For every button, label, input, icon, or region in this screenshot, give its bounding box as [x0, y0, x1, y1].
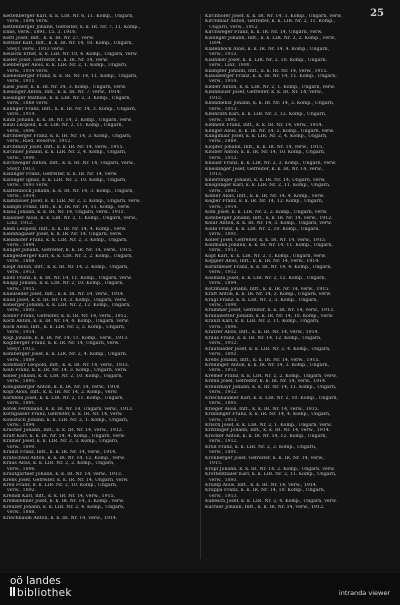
register-entry-line: Kornfehl Josef, k. k. LIR. Nr. 2, 11. Komp., Ungarn, — [3, 395, 125, 401]
register-entry-line: Klotz Franz, k. k. IR. Nr. 14, 11. Komp., Ungarn, verw. — [3, 275, 133, 281]
register-entry-line: Kirchweger Anton, Inft., k. k. IR. Nr. 14, Ungarn, verw., — [3, 161, 136, 167]
register-entry-line: 1913. — [209, 172, 223, 178]
register-entry-line: Kropf Johann, k. k. IR. Nr. 14, 2. Komp., Ungarn, verw. — [205, 466, 335, 472]
register-entry-line: Klingesberger Karl, k. k. LIR. Nr. 2, 2. Komp., Ungarn, — [3, 253, 133, 259]
register-entry-line: Kleindienst Johann, k. k. IR. Nr. 14, 3. Komp., Ungarn, — [205, 101, 335, 107]
register-entry-line: Königsberger Anton, k. k. IR. Nr. 14, verw., 1914. — [3, 384, 121, 390]
register-entry-line: Klampfl Franz, Inft., k. k. IR. Nr. 14, 11. Komp., verw. — [3, 204, 131, 210]
page-number: 25 — [370, 8, 384, 19]
register-entry-line: Krebs Johann, Inft., k. k. IR. Nr. 14, verw., 1915. — [205, 357, 320, 363]
register-entry-line: verw., 1914. — [7, 330, 37, 336]
register-entry-line: Koch Anton, k. k. IR. Nr. 14, 4. Komp., Ungarn, verw. — [3, 319, 130, 325]
register-entry-line: Kindl Johann, k. k. IR. Nr. 14, 2. Komp., Ungarn, verw. — [3, 117, 133, 123]
register-entry-line: Klaus Johann, k. k. IR. Nr. 14, Ungarn, verw., 1911. — [3, 210, 126, 216]
register-entry-line: verw., 1912. — [209, 390, 239, 396]
register-entry-line: verw., 1890. — [7, 155, 37, 161]
register-entry-line: Ungarn, verw., 1912. — [209, 24, 260, 30]
register-entry-line: verw., 1890. — [209, 303, 239, 309]
register-entry-line: Kettl Josef, Inft., k. k. IR. Nr. 27, verw. — [3, 35, 94, 41]
register-entry-line: Klampfer Johann, Inft., k. k. IR. Nr. 14, verw., 1915. — [205, 68, 328, 74]
register-entry-line: Kiesinger Mathias, k. k. LIR. Nr. 2, 3. Komp., Ungarn, — [3, 95, 131, 101]
register-entry-line: Kubesch Josef, k. k. LIR. Nr. 2, 4. Komp., Ungarn, verw. — [205, 499, 337, 505]
register-entry-line: verw., 1893 verw. — [7, 183, 49, 189]
register-entry-line: Kislinger Franz, Gefreiter, k. k. IR. Nr. 14, verw. — [3, 172, 118, 178]
register-entry-line: Kraus Franz, k. k. IR. Nr. 14, 12. Komp., Ungarn, — [205, 335, 322, 341]
register-entry-line: Klafenböck Alois, k. k. IR. Nr. 14, 4. Komp., Ungarn, — [205, 46, 330, 52]
register-entry-line: Knapp Johann, k. k. LIR. Nr. 2, 10. Komp., Ungarn, — [3, 281, 124, 287]
register-entry-line: Klinger Johann, Gefreiter, k. k. IR. Nr. 14, verw., 1915. — [3, 248, 133, 254]
register-entry-line: verw., 1892. — [7, 488, 37, 494]
register-entry-line: Knauer Franz, k. k. LIR. Nr. 2, 3. Komp., Ungarn, verw. — [205, 161, 337, 167]
register-entry-line: verw., 1913. — [209, 52, 239, 58]
register-entry-line: verw., 1895. — [7, 379, 37, 385]
viewer-footer — [0, 573, 400, 605]
register-entry-line: Krump Alois, Inft., k. k. IR. Nr. 14, verw., 1914. — [205, 482, 318, 488]
register-entry-line: Kolar Anton, k. k. IR. Nr. 14, 3. Komp., Ungarn, verw. — [205, 221, 332, 227]
register-entry-line: verw., 1913. — [209, 493, 239, 499]
register-entry-line: Kreilinger Anton, k. k. IR. Nr. 14, 3. Komp., Ungarn, — [205, 363, 330, 368]
register-entry-line: verw., 1913. — [209, 368, 239, 374]
register-entry-line: Kriechbaumer Karl, k. k. LIR. Nr. 2, 10. Komp., Ungarn, — [205, 395, 338, 401]
register-entry-line: verw., 1914. — [7, 112, 37, 118]
register-entry-line: verw., 1895. — [209, 117, 239, 123]
register-entry-line: Kothgasser Franz, Gefreiter, k. k. IR. Nr. 14, verw. — [3, 412, 123, 418]
register-entry-line: verw., 1894. — [7, 243, 37, 249]
register-entry-line: verw., 1913. — [7, 270, 37, 276]
logo-bars-icon — [10, 587, 15, 596]
register-entry-line: Krammer Josef, Gefreiter, k. k. IR. Nr. 14, verw., 1913. — [205, 308, 335, 314]
register-entry-line: Krinninger Franz, k. k. IR. Nr. 14, 4. Komp., Ungarn, — [205, 412, 331, 418]
register-entry-line: Koberger Johann, k. k. LIR. Nr. 2, 12. Komp., Ungarn, — [3, 303, 131, 309]
register-entry-line: Knoglinger Karl, k. k. LIR. Nr. 2, 11. Komp., Ungarn, — [205, 183, 331, 189]
register-entry-line: Kohl Josef, k. k. LIR. Nr. 2, 2. Komp., Ungarn, verw. — [205, 210, 328, 216]
register-entry-line: verw., 1914. — [7, 193, 37, 199]
register-entry-line: Kraft Anton, k. k. IR. Nr. 14, 2. Komp., Ungarn, verw. — [205, 292, 332, 298]
register-entry-line: Kohlberger Josef, k. k. LIR. Nr. 2, 4. Komp., Ungarn, — [3, 352, 128, 358]
register-entry-line: verw., 1893. — [209, 477, 239, 483]
register-entry-line: Kracher Johann, Inft., k. k. IR. Nr. 14, verw., 1912. — [3, 428, 124, 434]
register-entry-line: Klement Franz, Inft., k. k. IR. Nr. 14, verw., 1914. — [205, 123, 324, 129]
register-entry-line: Kinzl Leopold, k. k. LIR. Nr. 2, 11. Komp., Ungarn, — [3, 123, 124, 129]
register-entry-line: Enns, verw., 1891, 15. 3. 1916. — [3, 30, 77, 36]
register-entry-line: Kramer Josef, k. k. LIR. Nr. 2, 3. Komp., Ungarn, — [3, 439, 119, 445]
register-entry-line: Kragl Franz, k. k. LIR. Nr. 2, 3. Komp., Ungarn, — [205, 297, 318, 303]
register-entry-line: Kohlberger Johann, Inft., k. k. IR. Nr. 14, verw., 1912. — [205, 215, 333, 221]
register-entry-line: verw., 1912. — [209, 341, 239, 347]
register-entry-line: verw., 1913. — [209, 106, 239, 112]
register-entry-line: Knauseder Josef, Inft., k. k. IR. Nr. 14, verw., 1914. — [3, 292, 125, 298]
register-entry-line: verw., 1892. — [209, 352, 239, 358]
register-entry-line: Krieger Alois, Inft., k. k. IR. Nr. 14, verw., 1915. — [205, 406, 320, 412]
right-column — [204, 14, 396, 566]
register-entry-line: Kraus Alois, k. k. LIR. Nr. 2, 2. Komp., Ungarn, — [3, 461, 115, 467]
register-entry-line: Kettenberger Karl, k. k. LIR. Nr. 6, 11. Komp., Ungarn, — [3, 14, 134, 19]
register-entry-line: verw., 1888 verw. — [7, 101, 49, 107]
register-entry-line: Kirchner Johann, k. k. LIR. Nr. 2, 4. Komp., Ungarn, — [3, 150, 127, 156]
register-entry-line: verw., 1896. — [7, 128, 37, 134]
register-entry-line: Klinglmair Josef, k. k. LIR. Nr. 2, 4. Komp., Ungarn, — [205, 133, 328, 139]
register-entry-line: verw., 1891. — [7, 401, 37, 407]
register-entry-line: Kranzl Karl, k. k. LIR. Nr. 2, 11. Komp., Ungarn, — [205, 319, 320, 325]
register-entry-line: Koppler Alois, Inft., k. k. IR. Nr. 14, verw., 1914. — [205, 259, 320, 265]
register-entry-line: Kritzinger Johann, Inft., k. k. IR. Nr. 14, verw., 1914. — [205, 428, 331, 434]
register-entry-line: Krottenthaler Karl, k. k. LIR. Nr. 2, 11. Komp., Ungarn, — [205, 472, 337, 478]
register-entry-line: Klein Leopold, Inft., k. k. IR. Nr. 14, 4. Komp., verw. — [3, 226, 127, 232]
register-entry-line: verw., 1893. — [7, 308, 37, 314]
register-entry-line: verw., 1889. — [7, 357, 37, 363]
register-entry-line: Kremer Franz, k. k. LIR. Nr. 2, 2. Komp., Ungarn, verw. — [205, 373, 337, 379]
register-entry-line: 1912. — [209, 95, 223, 101]
register-entry-line: Kettner Karl, Inft., k. k. IR. Nr. 14, 10. Komp., Ungarn, — [3, 41, 133, 47]
register-entry-line: verw., Ried, Reserve, 1912. — [7, 139, 72, 145]
register-entry-line: Kölbl Franz, k. k. LIR. Nr. 2, 10. Komp., Ungarn, — [205, 226, 321, 232]
register-entry-line: Keuschl Ernst, k. k. LIR. Nr. 10, 4. Komp., Ungarn, verw. — [3, 52, 138, 58]
register-entry-line: verw., 1888. — [7, 510, 37, 516]
register-entry-line: Klinger Alois, k. k. IR. Nr. 14, 2. Komp., Ungarn, verw. — [205, 128, 335, 134]
register-entry-line: verw., 1891. — [209, 232, 239, 238]
register-entry-line: Kobler Franz, Gefreiter, k. k. IR. Nr. 14, verw., 1912. — [3, 313, 129, 319]
register-entry-line: Köck Alois, Inft., k. k. LIR. Nr. 2, 2. Komp., Ungarn, — [3, 324, 126, 330]
library-logo[interactable] — [10, 575, 72, 599]
register-entry-line: Steyr, 1912. — [7, 346, 36, 352]
register-entry-line: verw., 1891. — [209, 450, 239, 456]
register-entry-line: Kettenberger Johann, Gefreiter, k. k. IR. Nr. 7, 11. Komp., — [3, 24, 141, 30]
register-entry-line: Köpf Karl, k. k. LIR. Nr. 2, 1. Komp., Ungarn, verw. — [205, 253, 327, 259]
register-entry-line: Krisch Josef, k. k. LIR. Nr. 2, 1. Komp., Ungarn, verw. — [205, 422, 332, 428]
register-entry-line: verw., Linz, 1890. — [209, 63, 252, 69]
register-entry-line: Köglberger Franz, k. k. IR. Nr. 14, Ungarn, verw., — [3, 341, 121, 347]
register-entry-line: Kuchler Johann, Inft., k. k. IR. Nr. 14, verw., 1912. — [205, 504, 325, 510]
register-entry-line: Kolb Franz, k. k. IR. Nr. 14, 3. Komp., Ungarn, verw. — [3, 368, 128, 374]
library-logo-text-top: oö landes — [10, 575, 61, 587]
register-entry-line: Kirchmair Anton, Gefreiter, k. k. LIR. Nr. 2, 11. Komp., — [205, 19, 336, 25]
register-entry-line: verw., 1912. — [209, 439, 239, 445]
register-entry-line: Kronberger Josef, Gefreiter, k. k. IR. Nr. 14, verw., — [205, 455, 325, 461]
register-entry-line: Kohlmayr Leopold, Inft., k. k. IR. Nr. 14, verw., 1915. — [3, 363, 130, 368]
register-entry-line: Klausberger Franz, k. k. IR. Nr. 14, 11. Komp., Ungarn, — [205, 73, 337, 79]
register-entry-line: Kleinrath Karl, k. k. LIR. Nr. 2, 12. Komp., Ungarn, — [205, 112, 327, 118]
register-entry-line: Knoll Josef, k. k. IR. Nr. 14, 3. Komp., Ungarn, verw. — [3, 297, 127, 303]
register-entry-line: verw., 1888. — [7, 259, 37, 265]
register-entry-line: Krautsieder Josef, k. k. LIR. Nr. 2, 4. Komp., Ungarn, — [205, 346, 331, 352]
register-entry-line: verw., 1914. — [209, 204, 239, 210]
register-entry-line: verw., 1889. — [209, 139, 239, 145]
register-entry-line: Klopfer Johann, Inft., k. k. IR. Nr. 14, verw., 1915. — [205, 144, 324, 150]
register-entry-line: verw., 1914 verw. — [7, 68, 49, 74]
register-entry-line: Krenn Josef, Gefreiter, k. k. IR. Nr. 14, verw., 1914. — [205, 379, 327, 385]
register-entry-line: 1915. — [209, 461, 223, 467]
register-entry-line: verw., 1896. — [209, 324, 239, 330]
register-entry-line: Koller Josef, Gefreiter, k. k. IR. Nr. 14, verw., 1915. — [205, 237, 327, 243]
register-entry-line: Kotzmann Johann, Inft., k. k. IR. Nr. 14, verw., 1915. — [205, 286, 330, 292]
register-entry-line: Kleber Anton, k. k. LIR. Nr. 2, 1. Komp., Ungarn, verw. — [205, 84, 336, 90]
register-entry-line: Steyr, verw., 1913 verw. — [7, 46, 64, 52]
register-entry-line: Kneidinger Josef, Gefreiter, k. k. IR. Nr. 14, verw., — [205, 166, 324, 172]
register-entry-line: Kröll Franz, k. k. LIR. Nr. 2, 3. Komp., Ungarn, — [205, 444, 317, 450]
register-entry-line: Krocker Anton, k. k. IR. Nr. 14, 12. Komp., Ungarn, — [205, 433, 328, 439]
register-entry-line: Klaffenböck Johann, k. k. IR. Nr. 14, 3. Komp., Ungarn, — [3, 188, 134, 194]
register-entry-line: verw., 1915. — [7, 286, 37, 292]
column-divider — [200, 14, 201, 559]
register-entry-line: verw., 1893. — [209, 188, 239, 194]
register-entry-line: Kosmata Josef, k. k. LIR. Nr. 2, 12. Komp., Ungarn, — [205, 275, 327, 281]
register-entry-line: Kirchberger Franz, k. k. IR. Nr. 14, 3. Komp., Ungarn, — [3, 133, 132, 139]
register-entry-line: Kratochwil Anton, k. k. IR. Nr. 14, 12. Komp., verw. — [3, 455, 126, 461]
register-entry-line: verw., 1913. — [209, 248, 239, 254]
register-entry-line: Kriechbaum Anton, k. k. IR. Nr. 14, verw., 1914. — [3, 515, 118, 521]
register-entry-line: verw., 1912. — [209, 270, 239, 276]
register-entry-line: Kowatsch Johann, k. k. LIR. Nr. 2, 1. Komp., Ungarn, — [3, 417, 129, 423]
register-entry-line: verw., 1913. — [209, 417, 239, 423]
register-entry-line: Kruppa Franz, k. k. IR. Nr. 14, 10. Komp., Ungarn, — [205, 488, 326, 494]
register-entry-line: Kienberger Alois, k. k. LIR. Nr. 2, 1. Komp., Ungarn, — [3, 63, 128, 69]
register-entry-line: Steyr, 1913. — [7, 166, 36, 172]
register-entry-line: 1894. — [209, 41, 223, 47]
register-entry-line: Kogler Franz, k. k. IR. Nr. 14, 12. Komp., Ungarn, — [205, 199, 324, 205]
register-entry-line: Kiesl Josef, k. k. IR. Nr. 34, 3. Komp., Ungarn, verw. — [3, 84, 127, 90]
register-entry-line: Kotek Ferdinand, k. k. IR. Nr. 14, Ungarn, verw., 1913. — [3, 406, 134, 412]
register-entry-line: Klambauer Josef, k. k. LIR. Nr. 2, 2. Komp., Ungarn, verw. — [3, 199, 141, 205]
register-entry-line: verw., 1912. — [209, 155, 239, 161]
register-entry-line: Kobler Alois, Inft., k. k. IR. Nr. 14, 4. Komp., verw. — [205, 193, 325, 199]
register-entry-line: Kranzl Franz, Inft., k. k. IR. Nr. 14, verw., 1914. — [3, 450, 117, 456]
register-entry-line: Kreuzer Johann, k. k. LIR. Nr. 2, 4. Komp., Ungarn, — [3, 504, 125, 510]
library-logo-text-bottom: bibliothek — [17, 587, 72, 599]
register-entry-line: verw., 1894. — [7, 422, 37, 428]
register-entry-line: Kleinhofer Franz, k. k. LIR. Nr. 2, 3. Komp., Ungarn, — [3, 237, 128, 243]
register-entry-line: Krautgartner Johann, k. k. IR. Nr. 14, verw., 1913. — [3, 472, 123, 478]
register-entry-line: Kirchhofer Josef, k. k. IR. Nr. 14, 3. Komp., Ungarn, verw. — [205, 14, 343, 19]
register-entry-line: Klopf Anton, Inft., k. k. IR. Nr. 14, 2. Komp., Ungarn, — [3, 264, 129, 270]
left-column — [2, 14, 194, 566]
register-entry-line: Killinger Franz, Inft., k. k. IR. Nr. 14, 3. Komp., Ungarn, — [3, 106, 137, 112]
register-entry-line: verw., 1914. — [209, 79, 239, 85]
register-entry-line: Kraft Karl, k. k. IR. Nr. 14, 4. Komp., Ungarn, verw. — [3, 433, 126, 439]
register-entry-line: Kreindl Karl, Inft., k. k. IR. Nr. 14, verw., 1915. — [3, 493, 116, 499]
register-entry-line: Klausner Alois, k. k. LIR. Nr. 2, 1. Komp., Ungarn, verw., — [3, 215, 138, 221]
register-entry-line: verw., 1895. — [209, 401, 239, 407]
register-entry-line: Kremslehner Josef, k. k. IR. Nr. 14, 3. Komp., verw. — [3, 499, 125, 505]
register-entry-line: Kreil Franz, k. k. LIR. Nr. 2, 10. Komp., Ungarn, — [3, 482, 118, 488]
register-entry-line: verw., 1890. — [7, 444, 37, 450]
register-entry-line: Kreuzmayr Johann, k. k. IR. Nr. 14, 11. Komp., Ungarn, — [205, 384, 337, 390]
register-entry-line: Kleinbauer Josef, Gefreiter, k. k. IR. Nr. 14, verw., — [205, 90, 324, 96]
register-entry-line: Koller Johann, k. k. LIR. Nr. 2, 10. Komp., Ungarn, — [3, 373, 123, 379]
register-entry-line: Kirchmayr Josef, Inft., k. k. IR. Nr. 14, verw., 1915. — [3, 144, 124, 150]
register-entry-line: Kloiber Anton, k. k. IR. Nr. 14, 10. Komp., Ungarn, — [205, 150, 326, 156]
register-entry-line: Kirchweger Franz, k. k. IR. Nr. 14, Ungarn, verw. — [205, 30, 323, 36]
register-entry-line: Kislinger Ignaz, k. k. LIR. Nr. 2, 10. Komp., Ungarn, — [3, 177, 127, 183]
register-entry-line: Kleinhagauer Josef, k. k. IR. Nr. 14, Ungarn, verw. — [3, 232, 123, 238]
register-entry-line: Kratzer Alois, Inft., k. k. IR. Nr. 14, verw., 1914. — [205, 330, 320, 336]
register-entry-line: Kögl Johann, k. k. IR. Nr. 14, 11. Komp., verw., 1913. — [3, 335, 129, 341]
register-entry-line: Kranawetter Johann, k. k. IR. Nr. 14, 10. Komp., verw. — [205, 313, 334, 319]
register-entry-line: verw., 1894. — [209, 281, 239, 287]
register-entry-line: Kienesberger Franz, k. k. IR. Nr. 14, 11. Komp., Ungarn, — [3, 73, 138, 79]
register-entry-line: Krebs Josef, Gefreiter, k. k. IR. Nr. 14, Ungarn, verw. — [3, 477, 129, 483]
register-entry-line: verw., 1911. — [7, 79, 37, 85]
register-entry-line: Kislinger Johann, Inft., k. k. LIR. Nr. 2, 2. Komp., verw., — [205, 35, 337, 41]
register-entry-line: Kiesinger Anton, Inft., k. k. IR. Nr. 7, verw., 1914. — [3, 90, 122, 96]
register-entry-line: Korntheuer Franz, k. k. IR. Nr. 14, 4. Komp., Ungarn, — [205, 264, 332, 270]
viewer-credit[interactable]: intranda viewer — [338, 589, 390, 597]
register-entry-line: Linz, 1912. — [7, 221, 34, 227]
register-entry-line: Kopf Alois, Inft., k. k. IR. Nr. 14, 2. Komp., verw. — [3, 390, 118, 396]
register-entry-line: Klammer Josef, k. k. LIR. Nr. 2, 10. Komp., Ungarn, — [205, 57, 328, 63]
register-entry-line: Kiefer Josef, Gefreiter, k. k. IR. Nr. 14, verw. — [3, 57, 109, 63]
register-entry-line: verw., 1896 verw. — [7, 19, 49, 25]
register-entry-line: Knierzinger Johann, k. k. IR. Nr. 14, Ungarn, verw. — [205, 177, 326, 183]
register-entry-line: verw., 1896. — [7, 466, 37, 472]
register-entry-line: Kollmann Johann, k. k. IR. Nr. 14, 11. Komp., Ungarn, — [205, 243, 333, 249]
